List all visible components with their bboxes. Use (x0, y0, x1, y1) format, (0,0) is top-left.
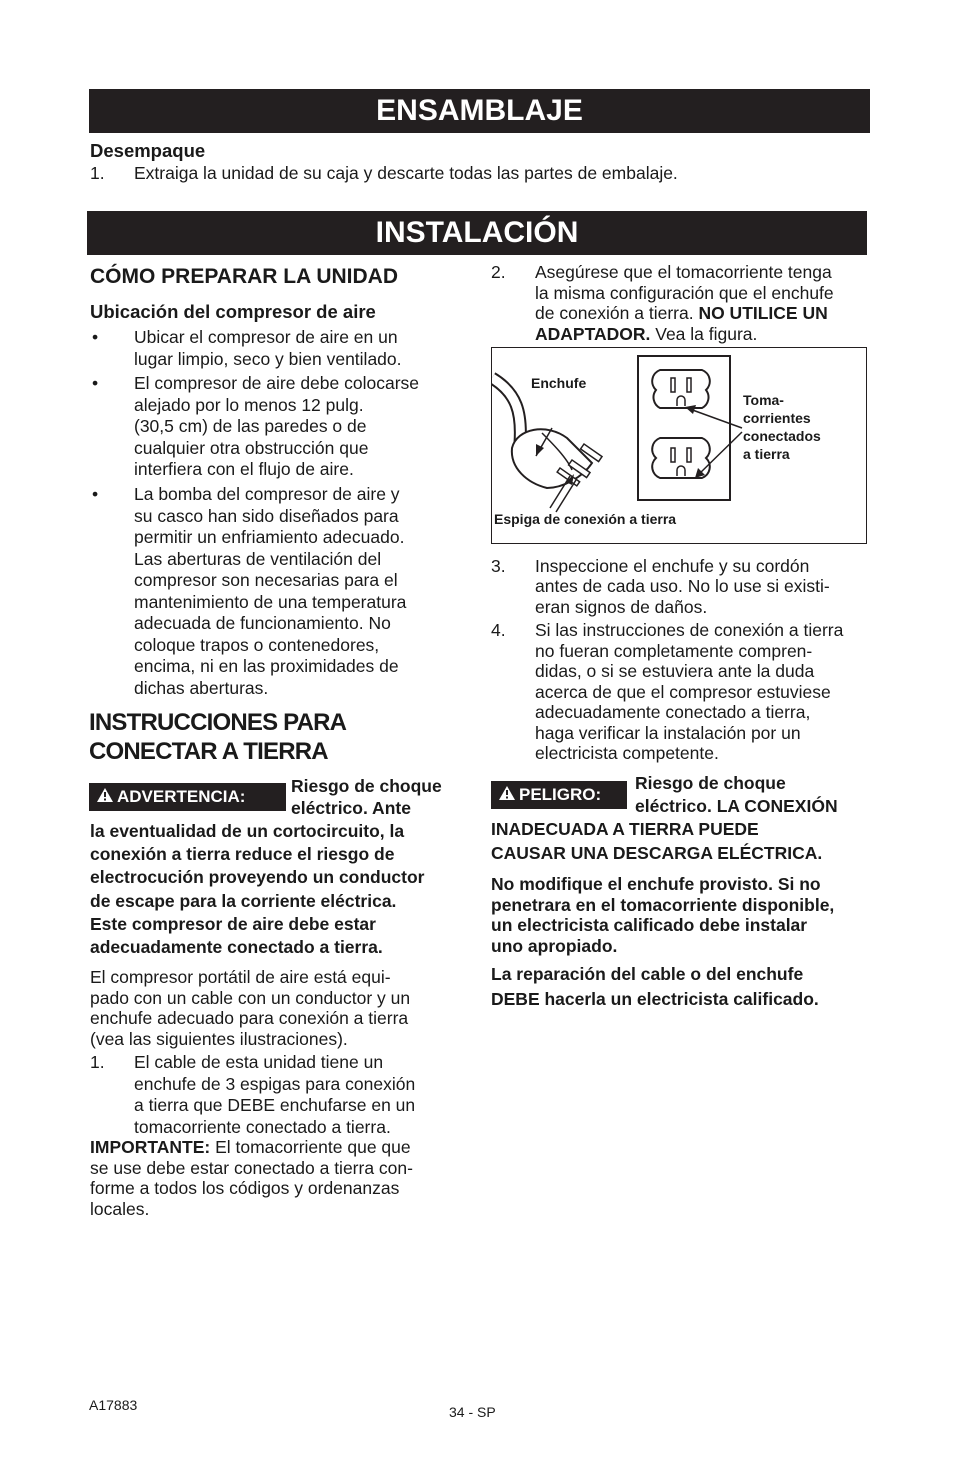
item-line: a tierra que DEBE enchufarse en un (134, 1095, 416, 1115)
item-line: tomacorriente conectado a tierra. (134, 1116, 391, 1137)
danger-line: INADECUADA A TIERRA PUEDE (491, 819, 759, 839)
bullet-line: mantenimiento de una temperatura (134, 591, 407, 612)
section-bar-ensamblaje (89, 89, 870, 133)
bold-line: un electricista calificado debe instalar (491, 915, 808, 935)
warning-line: Este compresor de aire debe estar (90, 913, 376, 934)
danger-line: Riesgo de choque (635, 773, 786, 793)
item-number: 2. (491, 262, 506, 282)
outlet-label-line: conectados (743, 428, 821, 444)
item-text: de conexión a tierra. (535, 303, 699, 324)
bold-paragraph (491, 962, 871, 1012)
bold-line: No modifique el enchufe provisto. Si no (491, 874, 821, 894)
outlet-label-line: corrientes (743, 410, 811, 426)
bullet-line: dichas aberturas. (134, 677, 269, 698)
item-line: Asegúrese que el tomacorriente tenga (535, 262, 832, 282)
item-line: didas, o si se estuviera ante la duda (535, 661, 815, 681)
paragraph-line: pado con un cable con un conductor y un (90, 987, 411, 1008)
bullet-mark: • (92, 484, 99, 504)
paragraph-line: enchufe adecuado para conexión a tierra (90, 1008, 409, 1029)
warning-line: adecuadamente conectado a tierra. (90, 937, 383, 957)
item-number: 1. (90, 1052, 105, 1072)
bold-line: La reparación del cable o del enchufe (491, 964, 804, 984)
bullet-mark: • (92, 373, 99, 393)
warning-badge (89, 783, 286, 811)
bullet-line: su casco han sido diseñados para (134, 505, 399, 526)
subhead-desempaque: Desempaque (90, 140, 206, 161)
heading-grounding-1: INSTRUCCIONES PARA (89, 709, 347, 736)
item-line: enchufe de 3 espigas para conexión (134, 1073, 416, 1094)
item-line: El cable de esta unidad tiene un (134, 1052, 384, 1072)
item-number: 1. (90, 163, 105, 183)
bullet-line: encima, ni en las proximidades de (134, 656, 399, 676)
item-line: antes de cada uso. No lo use si existi- (535, 576, 830, 597)
warning-line: de escape para la corriente eléctrica. (90, 890, 397, 911)
important-line: forme a todos los códigos y ordenanzas (90, 1178, 400, 1198)
heading-prepare-unit: CÓMO PREPARAR LA UNIDAD (90, 265, 398, 288)
bold-line: DEBE hacerla un electricista calificado. (491, 989, 819, 1009)
bullet-line: Las aberturas de ventilación del (134, 548, 382, 569)
outlet-label-line: a tierra (743, 446, 790, 462)
bullet-line: coloque trapos o contenedores, (134, 634, 380, 655)
item-number: 4. (491, 620, 506, 640)
item-text: Vea la figura. (650, 324, 758, 345)
danger-badge-label: PELIGRO: (519, 785, 602, 804)
item-line: eran signos de daños. (535, 596, 708, 617)
warning-line: electrocución proveyendo un conductor (90, 867, 425, 888)
subhead-location: Ubicación del compresor de aire (90, 301, 376, 322)
danger-line: eléctrico. LA CONEXIÓN (635, 796, 838, 816)
important-label: IMPORTANTE: (90, 1137, 211, 1157)
label-grounding-pin: Espiga de conexión a tierra (494, 511, 677, 527)
outlet-label-line: Toma- (743, 392, 784, 408)
label-plug: Enchufe (531, 375, 587, 391)
item-line: Inspeccione el enchufe y su cordón (535, 556, 810, 576)
grounding-figure (491, 347, 867, 544)
item-line: electricista competente. (535, 743, 719, 763)
important-line: se use debe estar conectado a tierra con- (90, 1157, 413, 1178)
important-line: locales. (90, 1198, 150, 1219)
item-text-bold: NO UTILICE UN (698, 303, 828, 324)
paragraph-line: (vea las siguientes ilustraciones). (90, 1029, 348, 1050)
bold-line: uno apropiado. (491, 935, 618, 956)
item-text-bold: ADAPTADOR. (535, 324, 651, 345)
heading-grounding-2: CONECTAR A TIERRA (89, 738, 328, 765)
warning-line: eléctrico. Ante (291, 798, 411, 818)
important-note (90, 1137, 460, 1219)
item-line: adecuadamente conectado a tierra, (535, 702, 811, 722)
bullet-mark: • (92, 327, 99, 347)
item-line: acerca de que el compresor estuviese (535, 681, 831, 702)
section-bar-instalacion (87, 211, 867, 255)
bullet-line: adecuada de funcionamiento. No (134, 613, 391, 633)
plug-icon (512, 428, 602, 512)
document-code: A17883 (89, 1397, 138, 1413)
bullet-line: El compresor de aire debe colocarse (134, 373, 420, 393)
section-title: INSTALACIÓN (375, 216, 579, 249)
item-line: no fueran completamente compren- (535, 640, 813, 661)
bullet-line: (30,5 cm) de las paredes o de (134, 416, 367, 436)
item-line: la misma configuración que el enchufe (535, 282, 834, 303)
item-line: Si las instrucciones de conexión a tierra (535, 620, 844, 640)
item-number: 3. (491, 556, 506, 576)
section-title: ENSAMBLAJE (376, 94, 583, 127)
warning-line: Riesgo de choque (291, 776, 442, 796)
label-outlets (743, 391, 821, 463)
warning-line: conexión a tierra reduce el riesgo de (90, 844, 395, 865)
warning-triangle-icon (499, 781, 515, 809)
plug-cord-icon (492, 378, 520, 443)
item-text: Extraiga la unidad de su caja y descarte todas las partes de embalaje. (134, 163, 678, 183)
page-number: 34 - SP (449, 1404, 496, 1420)
bold-paragraph (491, 874, 871, 956)
bold-line: penetrara en el tomacorriente disponible, (491, 894, 835, 915)
bullet-line: alejado por lo menos 12 pulg. (134, 394, 364, 415)
bullet-line: compresor son necesarias para el (134, 570, 398, 590)
item-line: haga verificar la instalación por un (535, 722, 801, 743)
bullet-line: La bomba del compresor de aire y (134, 484, 400, 504)
outlet-icon (638, 356, 742, 500)
warning-line: la eventualidad de un cortocircuito, la (90, 821, 405, 841)
warning-badge-label: ADVERTENCIA: (117, 787, 246, 806)
warning-triangle-icon (97, 783, 113, 811)
bullet-line: interfiera con el flujo de aire. (134, 459, 354, 479)
bullet-line: permitir un enfriamiento adecuado. (134, 527, 405, 547)
bullet-line: cualquier otra obstrucción que (134, 437, 369, 458)
bullet-line: Ubicar el compresor de aire en un (134, 327, 398, 347)
bullet-line: lugar limpio, seco y bien ventilado. (134, 348, 402, 369)
danger-badge (491, 781, 627, 809)
important-text: El tomacorriente que que (210, 1137, 411, 1157)
paragraph-line: El compresor portátil de aire está equi- (90, 967, 391, 987)
danger-line: CAUSAR UNA DESCARGA ELÉCTRICA. (491, 843, 823, 863)
